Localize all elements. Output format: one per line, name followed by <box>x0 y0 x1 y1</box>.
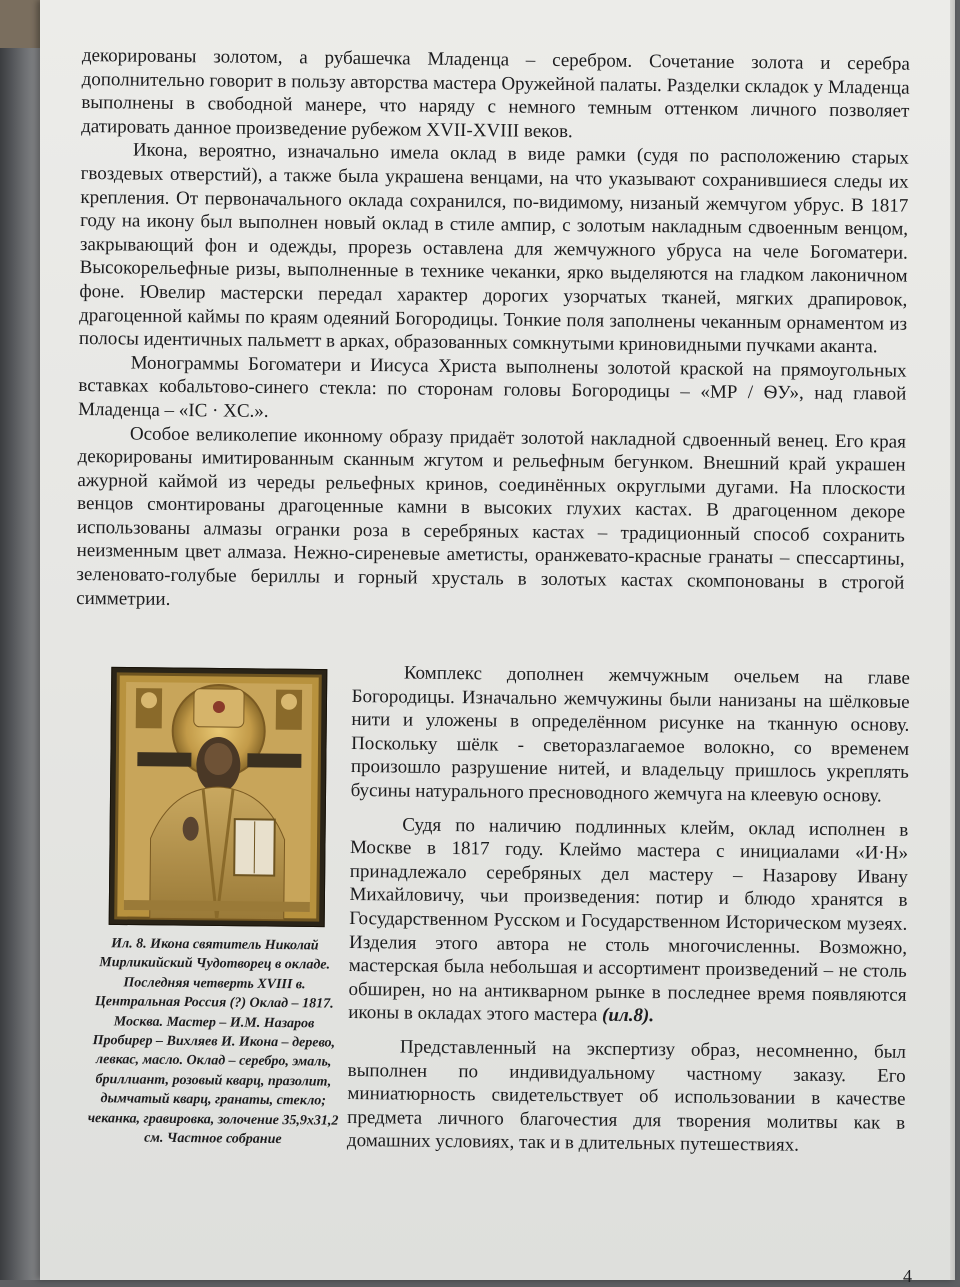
paragraph: Судя по наличию подлинных клейм, оклад исполнен в Москве в 1817 году. Клеймо мастера с инициалами «И·Н» принадлежало серебряных дел мастеру – Назарову Ивану Михайловичу, чьи произведения: потир и блюдо хранятся в Государственном Русском и Государственном Историческом музеях. Изделия этого автора не столь многочисленны. Возможно, мастерская была небольшая и ассортимент произведений – не столь обширен, но на антикварном рынке в последнее время появляются иконы в окладах этого мастера (ил.8). <box>348 814 909 1027</box>
paragraph: Представленный на экспертизу образ, несомненно, был выполнен по индивидуальному частному заказу. Его миниатюрность свидетельствует об использовании в качестве предмета личного благочестия для творения молитвы как в домашних условиях, так и в длительных путешествиях. <box>346 1036 907 1156</box>
paragraph: Особое великолепие иконному образу придаёт золотой накладной сдвоенный венец. Его края декорированы имитированным сканным жгутом и рельефным бегунком. Внешний край украшен ажурной каймой из череды рельефных кринов, соединённых округлыми дугами. На плоскости венцов смонтированы драгоценные камни в высоких глухих кастах. В драгоценном декоре использованы алмазы огранки роза в серебряных кастах – традиционный способ сохранить неизменным цвет алмаза. Нежно-сиреневые аметисты, оранжевато-красные гранаты – спессартины, зеленовато-голубые бериллы и горный хрусталь в золотых кастах скомпонованы в строгой симметрии. <box>76 423 906 610</box>
text-block-top <box>76 44 910 619</box>
saint-nicholas-icon-image <box>110 668 327 926</box>
figure-reference: (ил.8). <box>601 1004 655 1027</box>
page-number: 4 <box>903 1266 912 1286</box>
icon-photo <box>109 667 328 927</box>
text-block-bottom <box>347 661 910 1159</box>
paragraph: Икона, вероятно, изначально имела оклад в виде рамки (судя по расположению старых гвоздевых отверстий), а также была украшена венцами, на что указывают сохранившиеся следы их крепления. От первоначального оклада сохранился, по-видимому, низаный жемчугом убрус. В 1817 году на икону был выполнен новый оклад в стиле ампир, с золотым накладным сдвоенным венцом, закрывающий фон и одежды, прорезь оставлена для жемчужного убруса на челе Богоматери. Высокорельефные ризы, выполненные в технике чеканки, ярко выделяются на гладком лаконичном фоне. Ювелир мастерски передал характер дорогих узорчатых тканей, мягких драпировок, драгоценной каймы по краям одеяний Богородицы. Тонкие поля заполнены чеканным орнаментом из полосы идентичных пальметт в арках, образованных сомкнутыми криновидными пучками аканта. <box>78 139 909 358</box>
paragraph: Монограммы Богоматери и Иисуса Христа выполнены золотой краской на прямоугольных вставках кобальтово-синего стекла: по сторонам головы Богородицы – «МР / ѲУ», над главой Младенца – «IC · XC.». <box>78 352 907 422</box>
paragraph: декорированы золотом, а рубашечка Младенца – серебром. Сочетание золота и серебра дополнительно говорит в пользу авторства мастера Оружейной палаты. Разделки складок у Младенца выполнены в свободной манере, что наряду с немного темным оттенком личного позволяет датировать данное произведение рубежом XVII-XVIII веков. <box>81 44 910 142</box>
background-surface <box>0 0 40 1280</box>
figure-caption: Ил. 8. Икона святитель Николай Мирликийский Чудотворец в окладе. Последняя четверть XVIII в. Центральная Россия (?) Оклад – 1817. Москва. Мастер – И.М. Назаров Пробирер – Вихляев И. Икона – дерево, левкас, масло. Оклад – серебро, эмаль, бриллиант, розовый кварц, празолит, дымчатый кварц, гранаты, стекло; чеканка, гравировка, золочение 35,9х31,2 см. Частное собрание <box>87 936 339 1148</box>
paragraph: Комплекс дополнен жемчужным очельем на главе Богородицы. Изначально жемчужины были нанизаны на шёлковые нити и уложены в определённом рисунке на тканную основу. Поскольку шёлк - светоразлагаемое волокно, со временем произошло разрушение нитей, и владельцу пришлось укреплять бусины натурального пресноводного жемчуга на клеевую основу. <box>350 662 910 807</box>
